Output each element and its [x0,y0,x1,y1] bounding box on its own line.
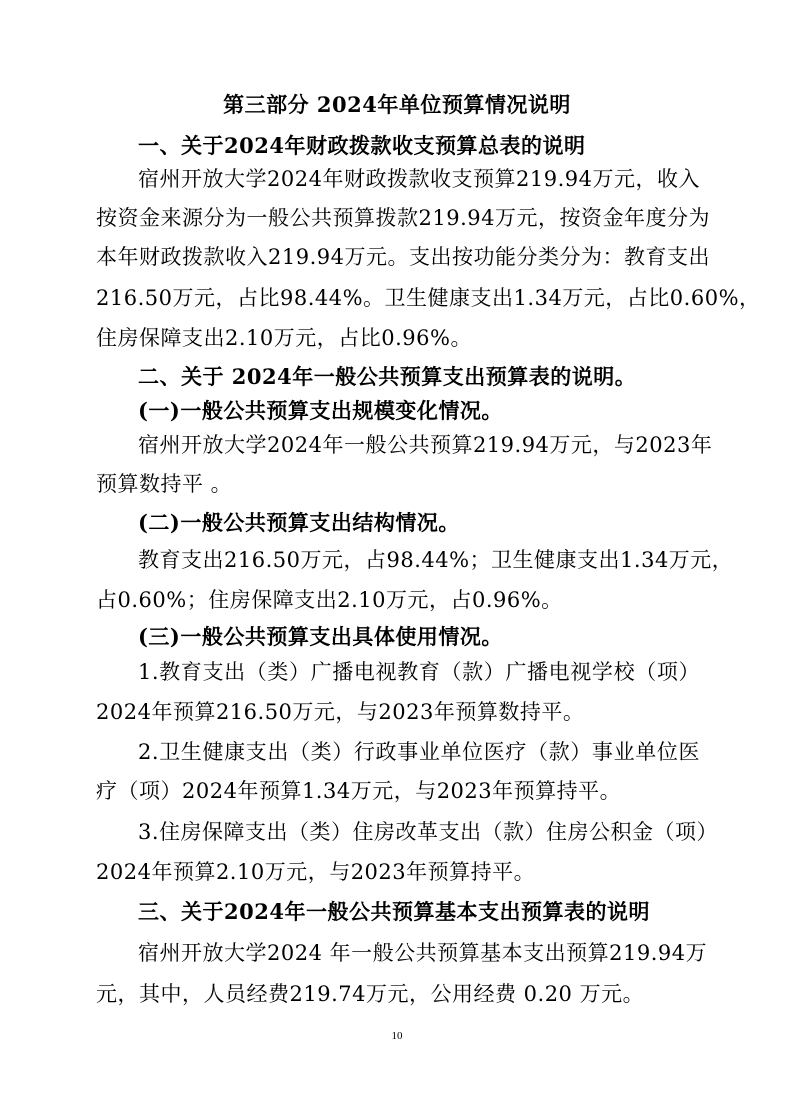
subsection-heading: (一)一般公共预算支出规模变化情况。 [138,398,503,423]
paragraph-line: 住房保障支出2.10万元，占比0.96%。 [96,326,472,350]
page-number: 10 [391,1030,403,1042]
paragraph-line: 宿州开放大学2024 年一般公共预算基本支出预算219.94万 [138,941,708,965]
section-heading-2: 二、关于 2024年一般公共预算支出预算表的说明。 [138,364,637,389]
paragraph-line: 宿州开放大学2024年一般公共预算219.94万元，与2023年 [138,433,713,457]
paragraph-line: 1.教育支出（类）广播电视教育（款）广播电视学校（项） [138,660,700,684]
paragraph-line: 元，其中，人员经费219.74万元，公用经费 0.20 万元。 [96,982,645,1006]
paragraph-line: 2024年预算216.50万元，与2023年预算数持平。 [96,700,585,724]
subsection-heading: (三)一般公共预算支出具体使用情况。 [138,624,503,649]
paragraph-line: 占0.60%；住房保障支出2.10万元，占0.96%。 [96,588,563,612]
paragraph-line: 216.50万元，占比98.44%。卫生健康支出1.34万元，占比0.60%， [96,286,761,310]
paragraph-line: 2024年预算2.10万元，与2023年预算持平。 [96,860,536,884]
paragraph-line: 疗（项）2024年预算1.34万元，与2023年预算持平。 [96,779,622,803]
paragraph-line: 3.住房保障支出（类）住房改革支出（款）住房公积金（项） [138,820,719,844]
paragraph-line: 宿州开放大学2024年财政拨款收支预算219.94万元，收入 [138,167,700,191]
page-title: 第三部分 2024年单位预算情况说明 [223,92,571,117]
subsection-heading: (二)一般公共预算支出结构情况。 [138,510,460,535]
paragraph-line: 本年财政拨款收入219.94万元。支出按功能分类分为：教育支出 [96,245,710,269]
paragraph-line: 预算数持平 。 [96,472,233,496]
paragraph-line: 按资金来源分为一般公共预算拨款219.94万元，按资金年度分为 [96,206,710,230]
paragraph-line: 2.卫生健康支出（类）行政事业单位医疗（款）事业单位医 [138,740,700,764]
section-heading-1: 一、关于2024年财政拨款收支预算总表的说明 [138,133,586,158]
section-heading-3: 三、关于2024年一般公共预算基本支出预算表的说明 [138,899,650,924]
paragraph-line: 教育支出216.50万元，占98.44%；卫生健康支出1.34万元， [138,548,734,572]
